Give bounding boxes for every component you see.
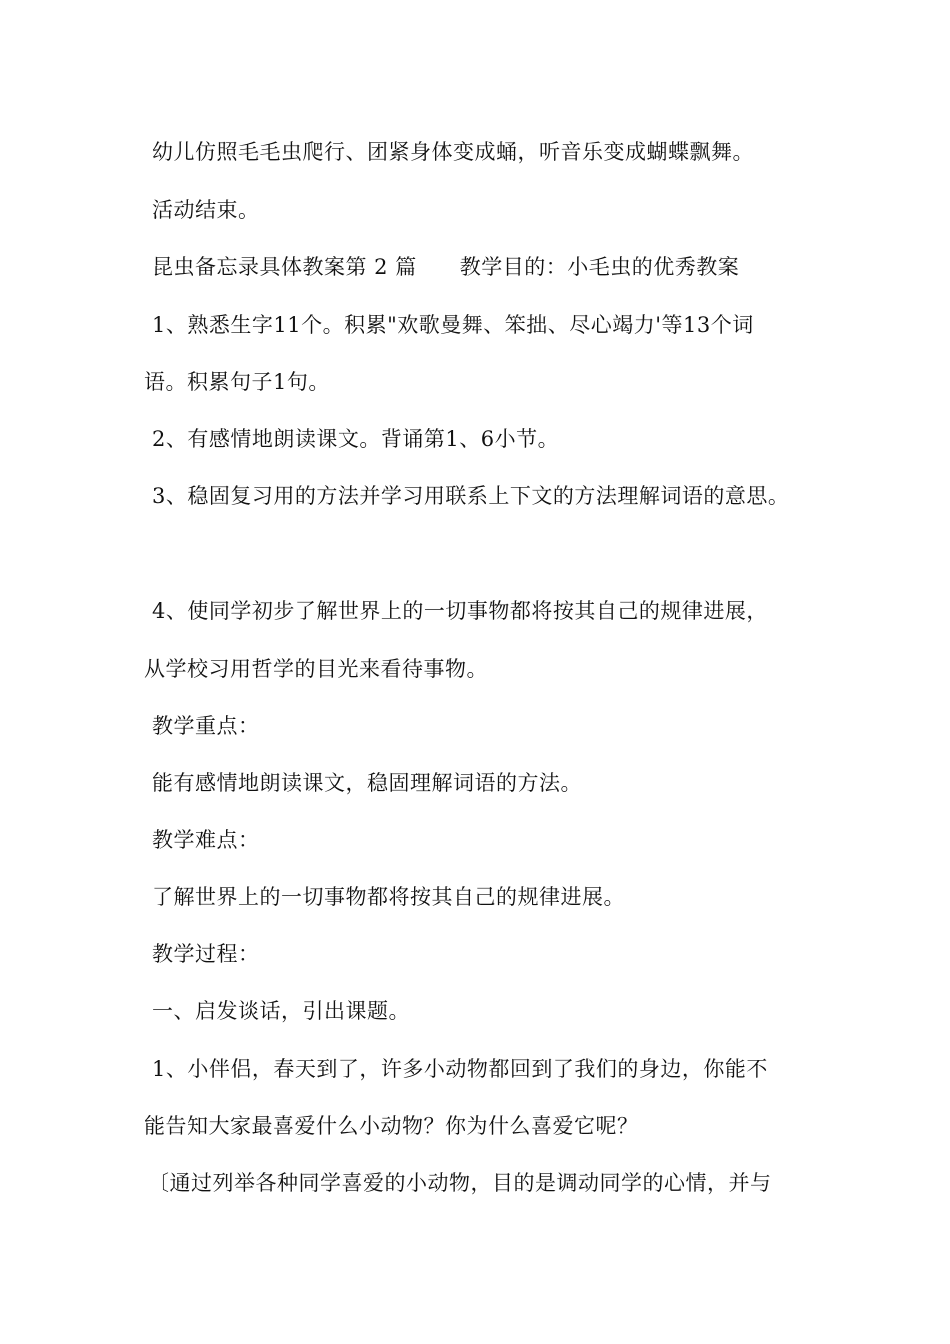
step-1-item-1-line-2: 能告知大家最喜爱什么小动物？你为什么喜爱它呢？ xyxy=(144,1114,639,1138)
difficulties-heading: 教学难点： xyxy=(152,828,260,852)
difficulties-text: 了解世界上的一切事物都将按其自己的规律进展。 xyxy=(152,885,625,909)
step-1-note-line: 〔通过列举各种同学喜爱的小动物，目的是调动同学的心情，并与 xyxy=(148,1171,772,1195)
objective-4-line-1: 4、使同学初步了解世界上的一切事物都将按其自己的规律进展， xyxy=(152,599,768,623)
process-heading: 教学过程： xyxy=(152,942,260,966)
step-1-heading: 一、启发谈话，引出课题。 xyxy=(152,999,410,1023)
section-heading-line: 昆虫备忘录具体教案第 2 篇 教学目的：小毛虫的优秀教案 xyxy=(152,255,740,279)
step-1-item-1-line-1: 1、小伴侣，春天到了，许多小动物都回到了我们的身边，你能不 xyxy=(152,1057,768,1081)
objective-1-line-1: 1、熟悉生字11个。积累"欢歌曼舞、笨拙、尽心竭力'等13个词 xyxy=(152,313,754,337)
key-points-text: 能有感情地朗读课文，稳固理解词语的方法。 xyxy=(152,771,582,795)
objective-2-line: 2、有感情地朗读课文。背诵第1、6小节。 xyxy=(152,427,560,451)
key-points-heading: 教学重点： xyxy=(152,714,260,738)
objective-3-line: 3、稳固复习用的方法并学习用联系上下文的方法理解词语的意思。 xyxy=(152,484,790,508)
objective-4-line-2: 从学校习用哲学的目光来看待事物。 xyxy=(144,657,488,681)
objective-1-line-2: 语。积累句子1句。 xyxy=(144,370,330,394)
paragraph-line-1: 幼儿仿照毛毛虫爬行、团紧身体变成蛹，听音乐变成蝴蝶飘舞。 xyxy=(152,140,754,164)
paragraph-line-2: 活动结束。 xyxy=(152,198,260,222)
